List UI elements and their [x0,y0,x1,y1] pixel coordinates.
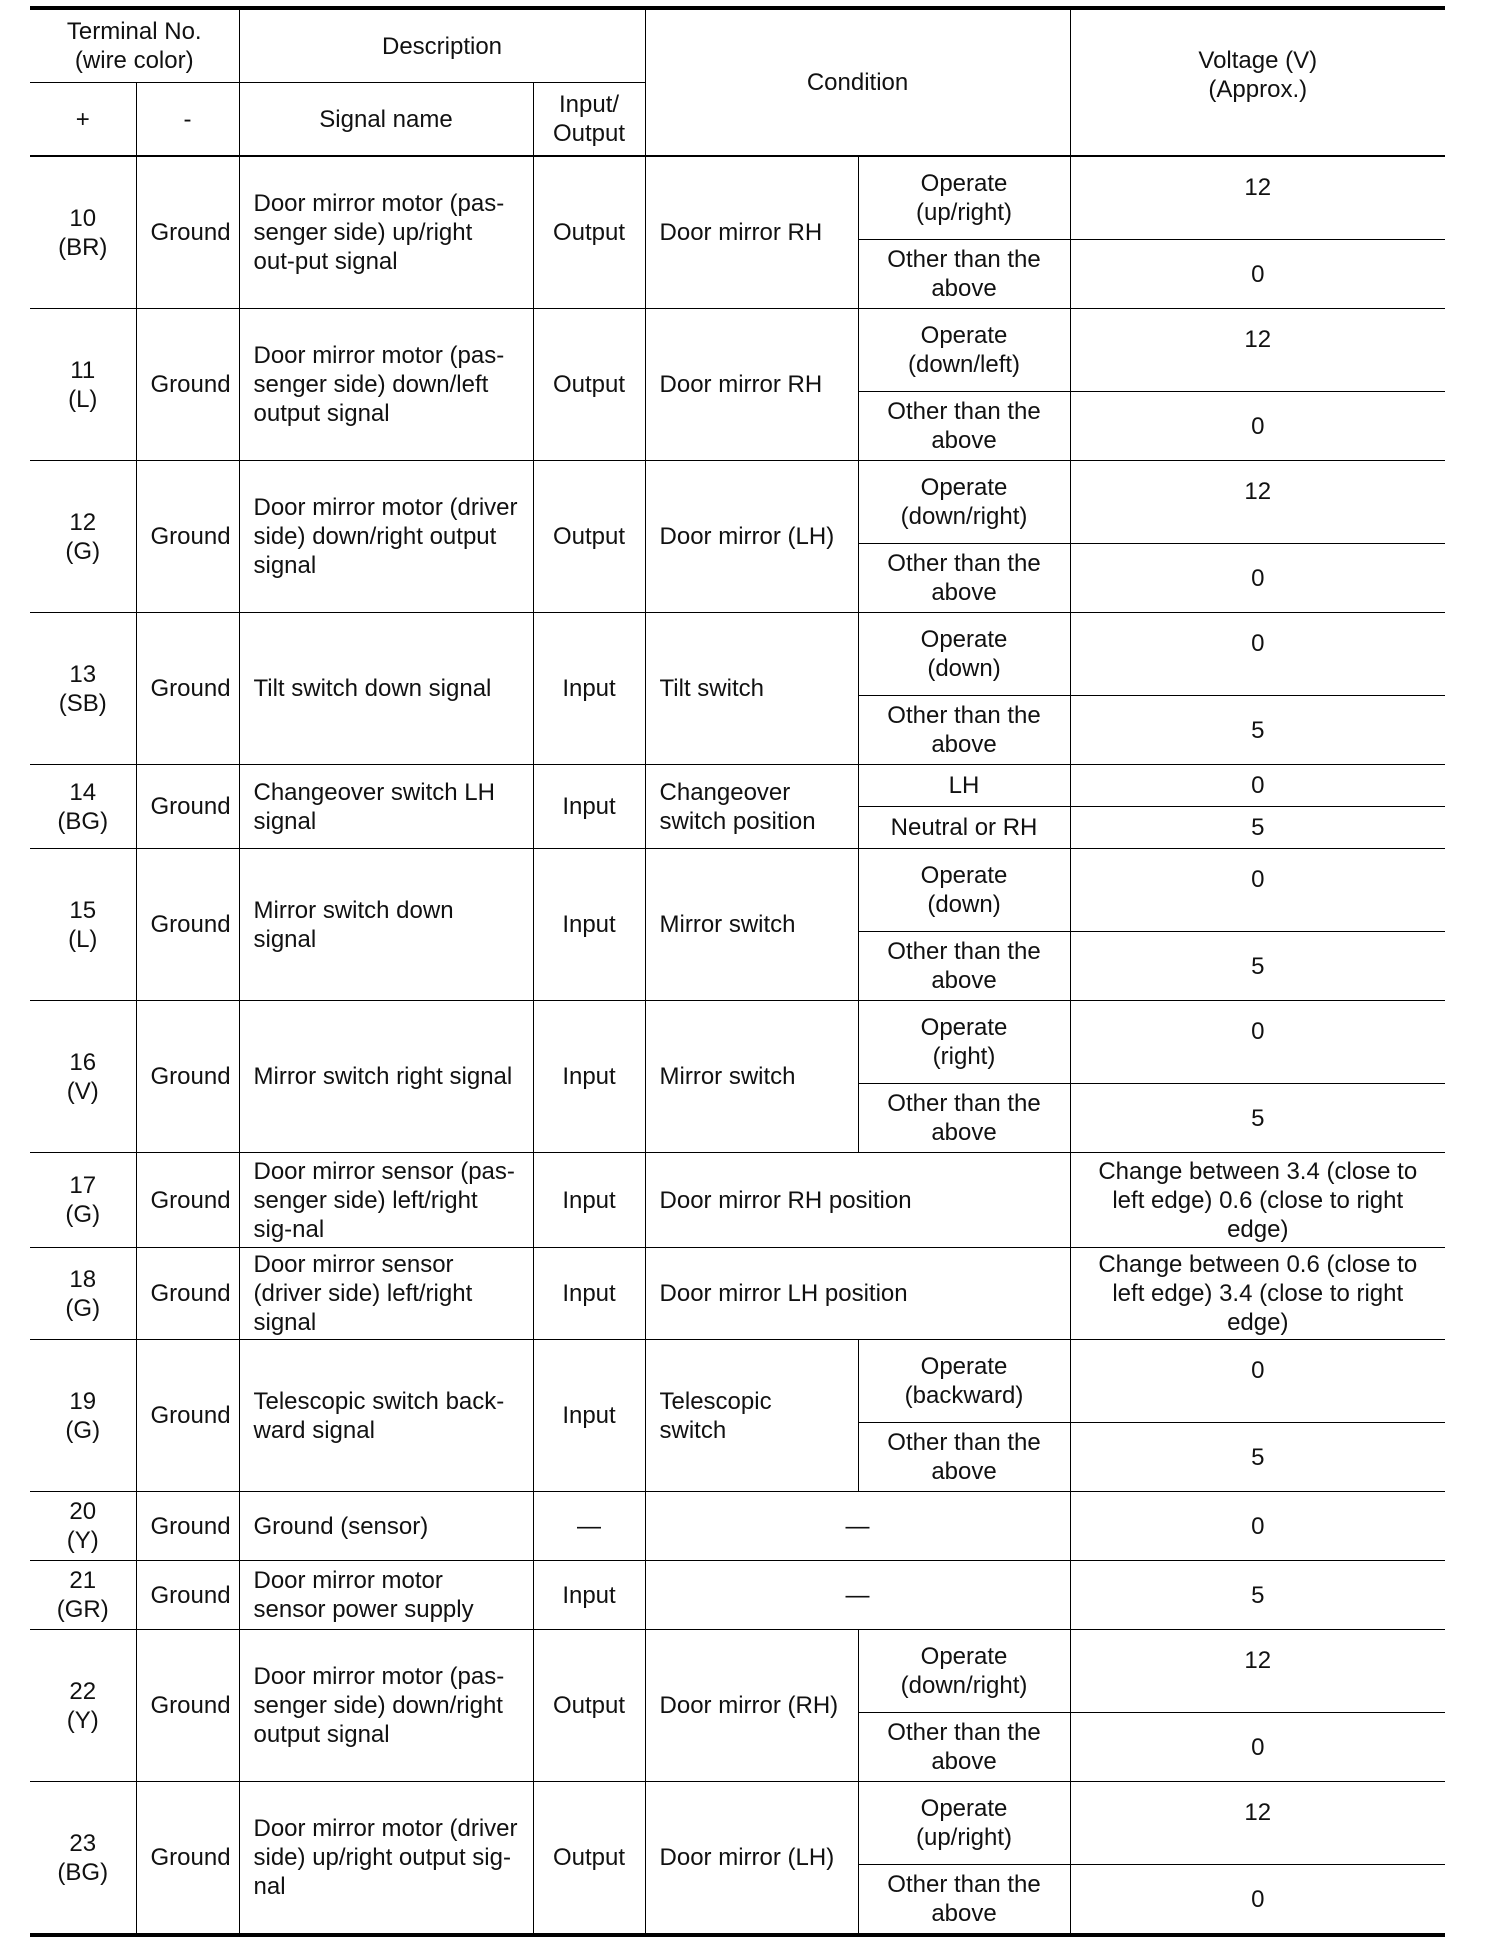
table-row [30,309,1445,392]
minus-cell: Ground [136,1153,239,1248]
minus-cell: Ground [136,461,239,613]
minus-cell: Ground [136,1782,239,1936]
signal-name-cell: Door mirror motor (pas-senger side) up/right out-put signal [239,156,533,309]
sub-condition-line: (down) [927,891,1001,918]
sub-condition-cell [858,696,1070,765]
io-cell: Input [533,1340,645,1492]
terminal-cell [30,309,136,461]
wire-color: (G) [65,1294,101,1322]
sub-condition-cell [858,1865,1070,1936]
minus-cell: Ground [136,309,239,461]
minus-cell: Ground [136,613,239,765]
table-row [30,1340,1445,1423]
terminal-number: 19 [69,1387,97,1415]
sub-condition-cell [858,1340,1070,1423]
sub-condition-line: Neutral or RH [890,814,1038,841]
terminal-cell [30,765,136,849]
sub-condition-line: Operate [920,626,1008,653]
voltage-cell: 0 [1070,1865,1445,1936]
terminal-cell [30,1340,136,1492]
condition-cell: Changeover switch position [645,765,858,849]
sub-condition-line: Other than the [887,1719,1041,1746]
voltage-cell: 0 [1070,544,1445,613]
sub-condition-line: Operate [920,170,1008,197]
header-row-1 [30,8,1445,83]
minus-cell: Ground [136,156,239,309]
sub-condition-line: Other than the [887,1429,1041,1456]
signal-name-cell: Door mirror motor (pas-senger side) down/right output signal [239,1630,533,1782]
signal-name-cell: Tilt switch down signal [239,613,533,765]
minus-cell: Ground [136,1248,239,1340]
voltage-cell: 0 [1070,849,1445,932]
wire-color: (BG) [57,807,109,835]
sub-condition-line: Operate [920,322,1008,349]
table-row [30,613,1445,696]
sub-condition-cell [858,613,1070,696]
condition-header: Condition [645,8,1070,156]
io-cell: Input [533,1153,645,1248]
voltage-cell: 5 [1070,932,1445,1001]
condition-cell: Door mirror (LH) [645,1782,858,1936]
table-row [30,1782,1445,1865]
io-cell: — [533,1492,645,1561]
io-cell: Input [533,1248,645,1340]
voltage-cell: 0 [1070,392,1445,461]
sub-condition-line: (right) [932,1043,996,1070]
signal-name-header: Signal name [239,83,533,157]
sub-condition-cell [858,849,1070,932]
terminal-cell [30,1630,136,1782]
voltage-cell: 0 [1070,765,1445,807]
sub-condition-line: Other than the [887,1090,1041,1117]
sub-condition-cell [858,392,1070,461]
voltage-cell: Change between 0.6 (close to left edge) 3.4 (close to right edge) [1070,1248,1445,1340]
sub-condition-cell [858,461,1070,544]
voltage-cell: 5 [1070,1561,1445,1630]
sub-condition-line: (down/left) [907,351,1021,378]
sub-condition-line: Other than the [887,550,1041,577]
io-cell: Input [533,613,645,765]
table-row [30,1248,1445,1340]
sub-condition-line: Operate [920,1795,1008,1822]
table-row [30,1001,1445,1084]
signal-name-cell: Mirror switch down signal [239,849,533,1001]
terminal-number: 23 [69,1829,97,1857]
sub-condition-line: (down) [927,655,1001,682]
terminal-no-header: Terminal No. (wire color) [30,8,239,83]
condition-cell: Telescopic switch [645,1340,858,1492]
sub-condition-cell [858,1713,1070,1782]
io-cell: Output [533,461,645,613]
sub-condition-line: Other than the [887,246,1041,273]
sub-condition-line: Other than the [887,702,1041,729]
voltage-cell: 12 [1070,1630,1445,1713]
sub-condition-cell [858,932,1070,1001]
condition-cell: Door mirror RH [645,309,858,461]
condition-cell: Door mirror (RH) [645,1630,858,1782]
table-row [30,1153,1445,1248]
condition-cell: — [645,1561,1070,1630]
sub-condition-line: above [931,1119,997,1146]
voltage-cell: Change between 3.4 (close to left edge) 0.6 (close to right edge) [1070,1153,1445,1248]
condition-cell: Tilt switch [645,613,858,765]
terminal-number: 10 [69,204,97,232]
minus-cell: Ground [136,849,239,1001]
terminal-number: 12 [69,508,97,536]
sub-condition-cell [858,544,1070,613]
terminal-number: 22 [69,1677,97,1705]
signal-name-cell: Door mirror sensor (driver side) left/right signal [239,1248,533,1340]
io-cell: Output [533,1782,645,1936]
signal-name-cell: Telescopic switch back-ward signal [239,1340,533,1492]
sub-condition-cell [858,1001,1070,1084]
table-body [30,156,1445,1935]
wire-color: (BG) [57,1858,109,1886]
sub-condition-cell [858,309,1070,392]
plus-header: + [30,83,136,157]
signal-name-cell: Door mirror motor (pas-senger side) down/left output signal [239,309,533,461]
condition-cell: Door mirror LH position [645,1248,1070,1340]
minus-cell: Ground [136,1492,239,1561]
wire-color: (L) [68,385,98,413]
wire-color: (V) [66,1077,99,1105]
terminal-cell [30,613,136,765]
sub-condition-line: above [931,427,997,454]
sub-condition-line: Other than the [887,1871,1041,1898]
terminal-number: 15 [69,896,97,924]
voltage-cell: 5 [1070,696,1445,765]
terminal-number: 17 [69,1172,97,1199]
sub-condition-line: above [931,1748,997,1775]
sub-condition-line: Other than the [887,938,1041,965]
terminal-cell [30,1248,136,1340]
table-row [30,1492,1445,1561]
terminal-cell [30,461,136,613]
minus-cell: Ground [136,1561,239,1630]
table-row [30,1561,1445,1630]
terminal-number: 21 [69,1567,97,1594]
terminal-cell [30,1153,136,1248]
wire-color: (G) [65,1201,101,1228]
sub-condition-line: above [931,967,997,994]
wire-color: (G) [65,1416,101,1444]
voltage-cell: 12 [1070,1782,1445,1865]
sub-condition-line: (up/right) [915,199,1013,226]
io-cell: Input [533,1561,645,1630]
voltage-cell: 12 [1070,461,1445,544]
sub-condition-cell [858,807,1070,849]
terminal-number: 16 [69,1048,97,1076]
voltage-cell: 12 [1070,309,1445,392]
io-cell: Output [533,156,645,309]
sub-condition-line: Operate [920,1643,1008,1670]
sub-condition-cell [858,1084,1070,1153]
voltage-cell: 0 [1070,240,1445,309]
voltage-cell: 5 [1070,1084,1445,1153]
sub-condition-line: above [931,579,997,606]
signal-name-cell: Changeover switch LH signal [239,765,533,849]
minus-header: - [136,83,239,157]
table-row [30,765,1445,807]
io-cell: Output [533,309,645,461]
minus-cell: Ground [136,1340,239,1492]
table-row [30,156,1445,240]
voltage-cell: 0 [1070,1492,1445,1561]
sub-condition-line: (down/right) [900,1672,1028,1699]
terminal-cell [30,1782,136,1936]
sub-condition-line: Operate [920,474,1008,501]
terminal-cell [30,1561,136,1630]
condition-cell: Door mirror RH [645,156,858,309]
sub-condition-cell [858,1630,1070,1713]
io-cell: Input [533,849,645,1001]
sub-condition-cell [858,156,1070,240]
sub-condition-cell [858,1782,1070,1865]
voltage-header: Voltage (V) (Approx.) [1070,8,1445,156]
signal-name-cell: Ground (sensor) [239,1492,533,1561]
terminal-table [30,6,1445,1937]
terminal-number: 20 [69,1498,97,1525]
sub-condition-line: (backward) [904,1382,1024,1409]
table-row [30,461,1445,544]
terminal-number: 11 [70,356,96,384]
wire-color: (Y) [66,1527,99,1554]
condition-cell: Door mirror (LH) [645,461,858,613]
sub-condition-line: LH [948,772,980,799]
condition-cell: Mirror switch [645,1001,858,1153]
sub-condition-line: (down/right) [900,503,1028,530]
table-row [30,1630,1445,1713]
sub-condition-cell [858,1423,1070,1492]
wire-color: (Y) [66,1706,99,1734]
sub-condition-cell [858,765,1070,807]
signal-name-cell: Door mirror motor sensor power supply [239,1561,533,1630]
table-row [30,849,1445,932]
sub-condition-line: (up/right) [915,1824,1013,1851]
minus-cell: Ground [136,765,239,849]
signal-name-cell: Mirror switch right signal [239,1001,533,1153]
condition-cell: Mirror switch [645,849,858,1001]
terminal-number: 18 [69,1265,97,1293]
voltage-cell: 0 [1070,613,1445,696]
signal-name-cell: Door mirror motor (driver side) down/right output signal [239,461,533,613]
io-cell: Input [533,1001,645,1153]
io-header: Input/ Output [533,83,645,157]
condition-cell: Door mirror RH position [645,1153,1070,1248]
sub-condition-line: Operate [920,1353,1008,1380]
sub-condition-line: Other than the [887,398,1041,425]
sub-condition-line: Operate [920,862,1008,889]
voltage-cell: 0 [1070,1713,1445,1782]
wire-color: (L) [68,925,98,953]
voltage-cell: 0 [1070,1340,1445,1423]
voltage-cell: 12 [1070,156,1445,240]
wire-color: (SB) [58,689,107,717]
terminal-cell [30,1492,136,1561]
terminal-number: 13 [69,660,97,688]
voltage-cell: 5 [1070,807,1445,849]
condition-cell: — [645,1492,1070,1561]
description-header: Description [239,8,645,83]
minus-cell: Ground [136,1630,239,1782]
terminal-cell [30,156,136,309]
wire-color: (BR) [58,233,108,261]
minus-cell: Ground [136,1001,239,1153]
sub-condition-line: above [931,731,997,758]
sub-condition-line: above [931,1458,997,1485]
io-cell: Input [533,765,645,849]
io-cell: Output [533,1630,645,1782]
terminal-cell [30,1001,136,1153]
signal-name-cell: Door mirror sensor (pas-senger side) left/right sig-nal [239,1153,533,1248]
voltage-cell: 5 [1070,1423,1445,1492]
wire-color: (G) [65,537,101,565]
signal-name-cell: Door mirror motor (driver side) up/right output sig-nal [239,1782,533,1936]
sub-condition-line: above [931,275,997,302]
sub-condition-line: above [931,1900,997,1927]
wire-color: (GR) [56,1596,109,1623]
sub-condition-line: Operate [920,1014,1008,1041]
voltage-cell: 0 [1070,1001,1445,1084]
sub-condition-cell [858,240,1070,309]
terminal-cell [30,849,136,1001]
terminal-number: 14 [69,778,97,806]
